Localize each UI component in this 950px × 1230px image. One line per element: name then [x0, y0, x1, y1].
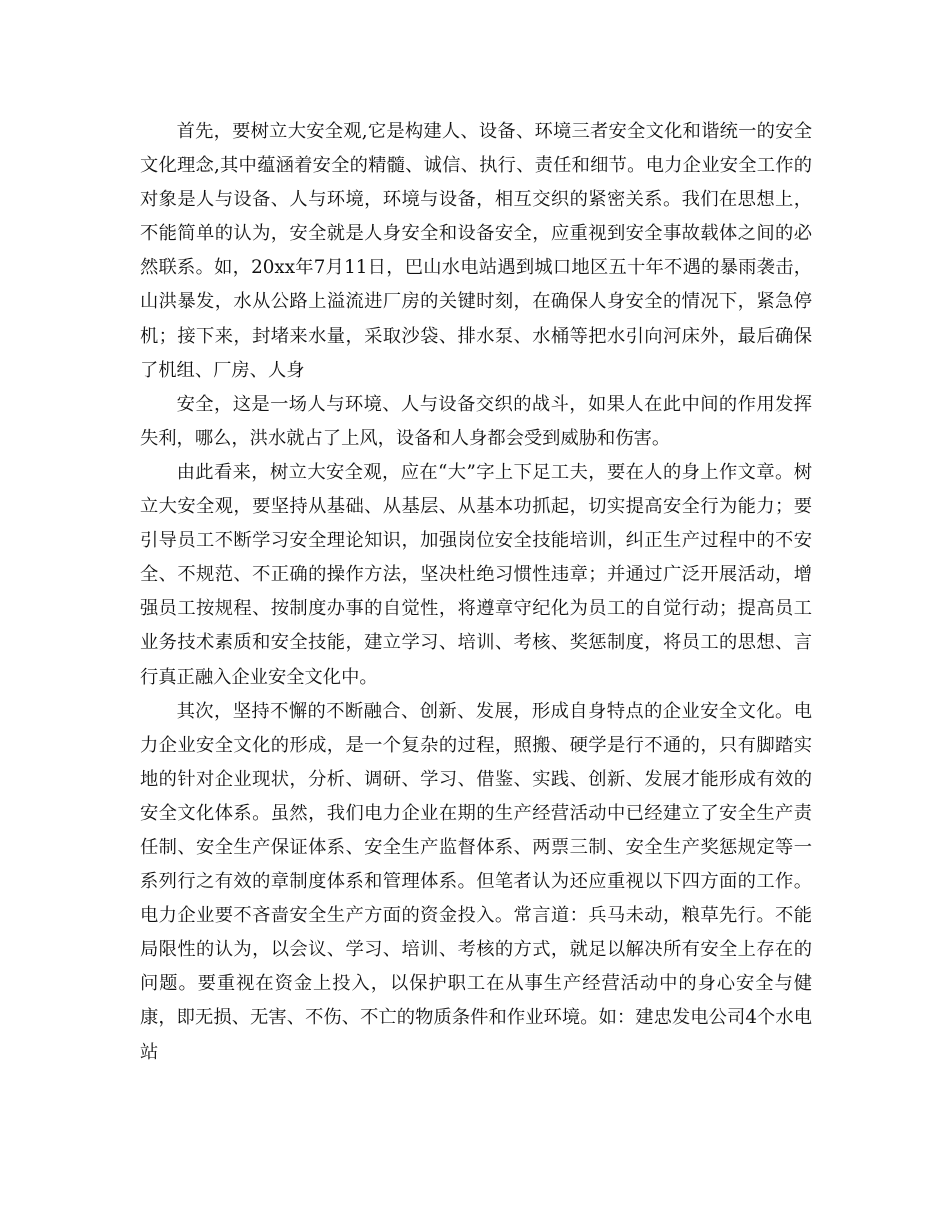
document-body	[140, 115, 812, 1070]
paragraph-4: 其次，坚持不懈的不断融合、创新、发展，形成自身特点的企业安全文化。电力企业安全文化的形成，是一个复杂的过程，照搬、硬学是行不通的，只有脚踏实地的针对企业现状，分析、调研、学习、借鉴、实践、创新、发展才能形成有效的安全文化体系。虽然，我们电力企业在期的生产经营活动中已经建立了安全生产责任制、安全生产保证体系、安全生产监督体系、两票三制、安全生产奖惩规定等一系列行之有效的章制度体系和管理体系。但笔者认为还应重视以下四方面的工作。电力企业要不吝啬安全生产方面的资金投入。常言道：兵马未动，粮草先行。不能局限性的认为，以会议、学习、培训、考核的方式，就足以解决所有安全上存在的问题。要重视在资金上投入，以保护职工在从事生产经营活动中的身心安全与健康，即无损、无害、不伤、不亡的物质条件和作业环境。如：建忠发电公司4个水电站	[140, 700, 812, 1063]
paragraph-2: 安全，这是一场人与环境、人与设备交织的战斗，如果人在此中间的作用发挥失利，哪么，洪水就占了上风，设备和人身都会受到威胁和伤害。	[140, 393, 812, 449]
paragraph-3: 由此看来，树立大安全观，应在“大”字上下足工夫，要在人的身上作文章。树立大安全观，要坚持从基础、从基层、从基本功抓起，切实提高安全行为能力；要引导员工不断学习安全理论知识，加强岗位安全技能培训，纠正生产过程中的不安全、不规范、不正确的操作方法，坚决杜绝习惯性违章；并通过广泛开展活动，增强员工按规程、按制度办事的自觉性，将遵章守纪化为员工的自觉行动；提高员工业务技术素质和安全技能，建立学习、培训、考核、奖惩制度，将员工的思想、言行真正融入企业安全文化中。	[140, 461, 812, 688]
paragraph-1: 首先，要树立大安全观,它是构建人、设备、环境三者安全文化和谐统一的安全文化理念,其中蕴涵着安全的精髓、诚信、执行、责任和细节。电力企业安全工作的对象是人与设备、人与环境，环境与设备，相互交织的紧密关系。我们在思想上，不能简单的认为，安全就是人身安全和设备安全，应重视到安全事故载体之间的必然联系。如，20xx年7月11日，巴山水电站遇到城口地区五十年不遇的暴雨袭击，山洪暴发，水从公路上溢流进厂房的关键时刻，在确保人身安全的情况下，紧急停机；接下来，封堵来水量，采取沙袋、排水泵、水桶等把水引向河床外，最后确保了机组、厂房、人身	[140, 121, 812, 381]
